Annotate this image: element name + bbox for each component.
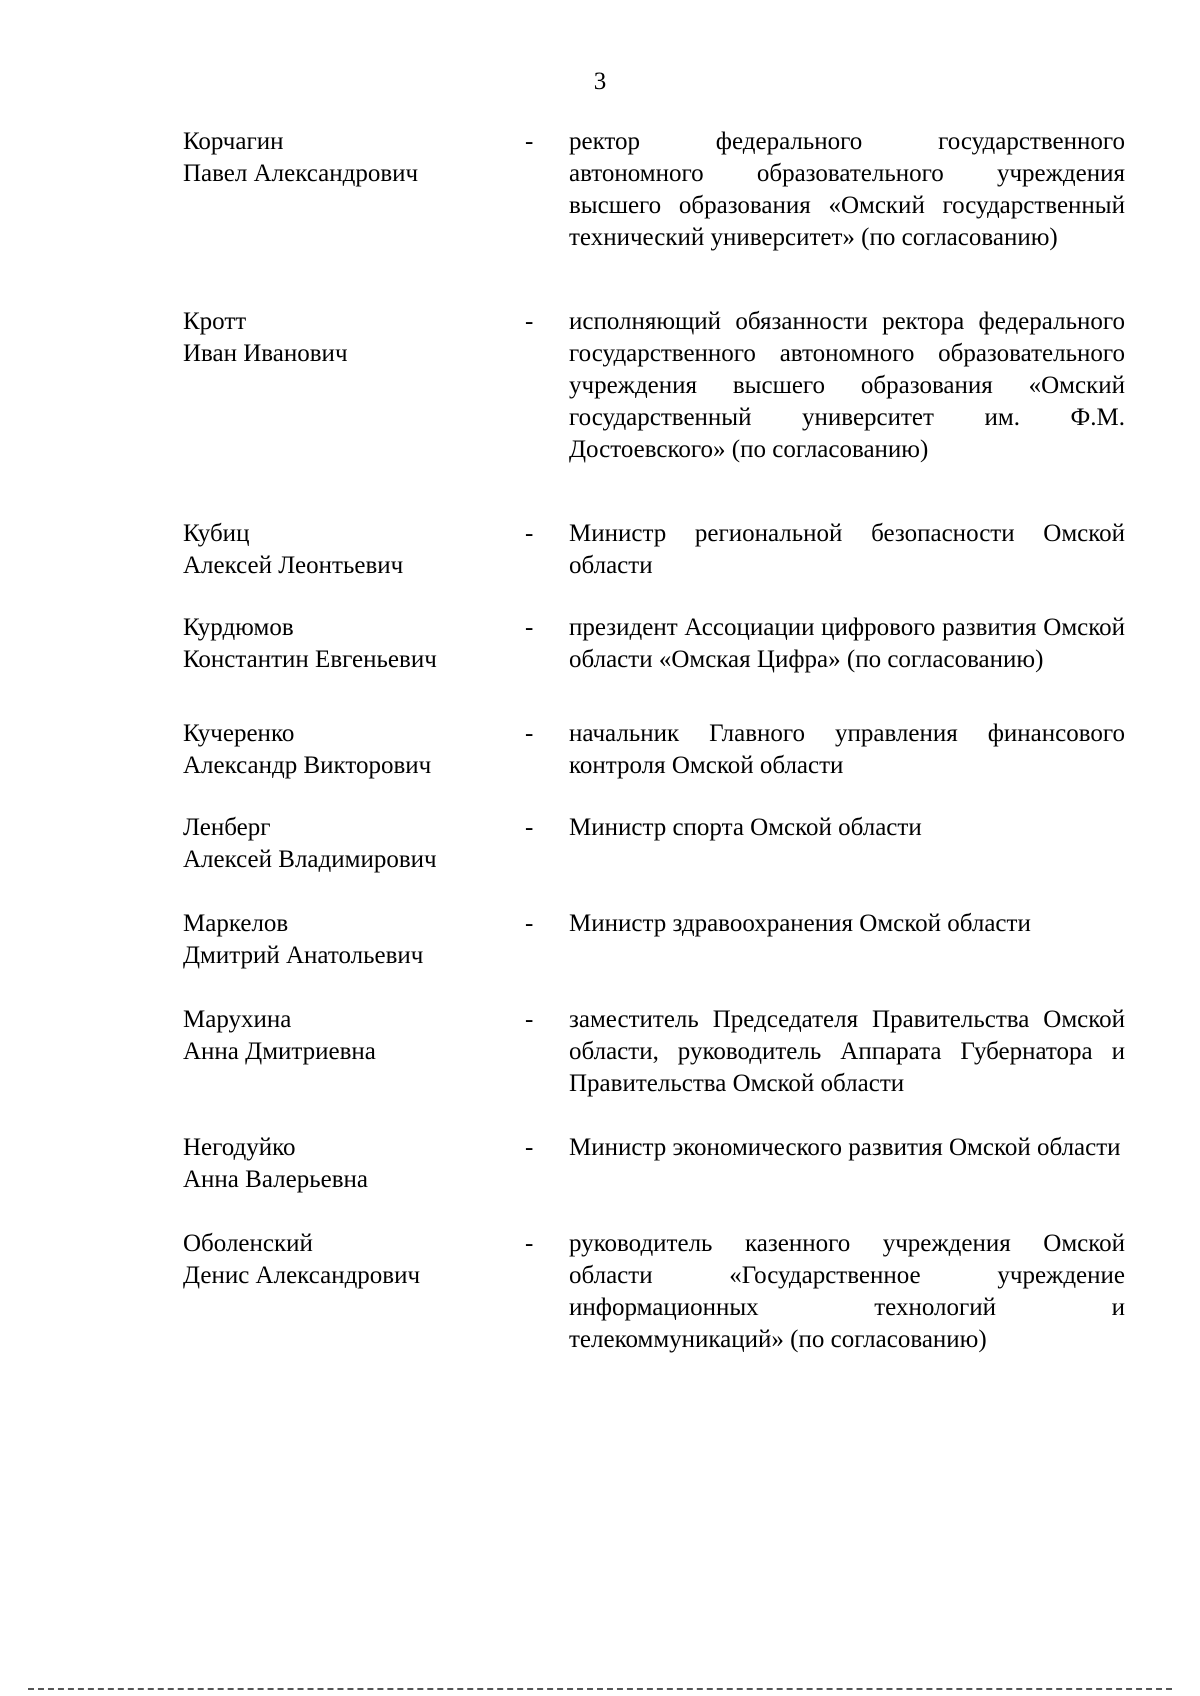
member-entry (0, 718, 1200, 782)
member-name (183, 518, 525, 582)
member-name (183, 1228, 525, 1356)
member-dash: - (525, 910, 534, 937)
member-surname: Кучеренко (183, 720, 295, 747)
member-name (183, 612, 525, 676)
member-given-name: Иван Иванович (183, 340, 348, 367)
member-entry (0, 306, 1200, 466)
member-given-name: Анна Дмитриевна (183, 1038, 376, 1065)
member-dash: - (525, 1006, 534, 1033)
member-role: Министр региональной безопасности Омской области (569, 520, 1125, 579)
member-dash: - (525, 520, 534, 547)
member-name (183, 306, 525, 466)
member-surname: Ленберг (183, 814, 271, 841)
member-dash: - (525, 1134, 534, 1161)
member-given-name: Константин Евгеньевич (183, 646, 437, 673)
member-name (183, 1004, 525, 1100)
member-list (0, 126, 1200, 1356)
member-dash: - (525, 814, 534, 841)
page-bottom-edge-line (28, 1688, 1172, 1690)
member-name (183, 908, 525, 972)
page-number: 3 (593, 68, 607, 95)
member-given-name: Александр Викторович (183, 752, 432, 779)
member-name (183, 812, 525, 876)
member-entry (0, 908, 1200, 972)
member-role: ректор федерального государственного автономного образовательного учреждения высшего образования «Омский государственный технический университет» (по согласованию) (569, 128, 1125, 251)
member-surname: Кротт (183, 308, 247, 335)
member-name (183, 718, 525, 782)
member-given-name: Алексей Леонтьевич (183, 552, 404, 579)
member-name (183, 1132, 525, 1196)
member-role: заместитель Председателя Правительства Омской области, руководитель Аппарата Губернатора и Правительства Омской области (569, 1006, 1125, 1097)
member-surname: Оболенский (183, 1230, 313, 1257)
member-role: Министр экономического развития Омской области (569, 1134, 1121, 1161)
member-surname: Негодуйко (183, 1134, 296, 1161)
member-entry (0, 612, 1200, 676)
member-role: президент Ассоциации цифрового развития Омской области «Омская Цифра» (по согласованию) (569, 614, 1125, 673)
member-surname: Марухина (183, 1006, 292, 1033)
member-role: начальник Главного управления финансового контроля Омской области (569, 720, 1125, 779)
member-entry (0, 1228, 1200, 1356)
member-dash: - (525, 128, 534, 155)
member-surname: Кубиц (183, 520, 250, 547)
member-role: исполняющий обязанности ректора федерального государственного автономного образовательного учреждения высшего образования «Омский государственный университет им. Ф.М. Достоевского» (по согласованию) (569, 308, 1125, 463)
member-entry (0, 812, 1200, 876)
member-surname: Маркелов (183, 910, 289, 937)
member-given-name: Анна Валерьевна (183, 1166, 368, 1193)
member-given-name: Алексей Владимирович (183, 846, 437, 873)
member-name (183, 126, 525, 254)
member-role: Министр здравоохранения Омской области (569, 910, 1031, 937)
member-dash: - (525, 308, 534, 335)
member-given-name: Денис Александрович (183, 1262, 421, 1289)
member-surname: Курдюмов (183, 614, 294, 641)
member-given-name: Дмитрий Анатольевич (183, 942, 424, 969)
member-dash: - (525, 720, 534, 747)
member-entry (0, 1132, 1200, 1196)
member-entry (0, 1004, 1200, 1100)
member-dash: - (525, 614, 534, 641)
member-surname: Корчагин (183, 128, 284, 155)
member-dash: - (525, 1230, 534, 1257)
member-role: Министр спорта Омской области (569, 814, 922, 841)
member-role: руководитель казенного учреждения Омской области «Государственное учреждение информационных технологий и телекоммуникаций» (по согласованию) (569, 1230, 1125, 1353)
member-entry (0, 126, 1200, 254)
member-given-name: Павел Александрович (183, 160, 419, 187)
member-entry (0, 518, 1200, 582)
